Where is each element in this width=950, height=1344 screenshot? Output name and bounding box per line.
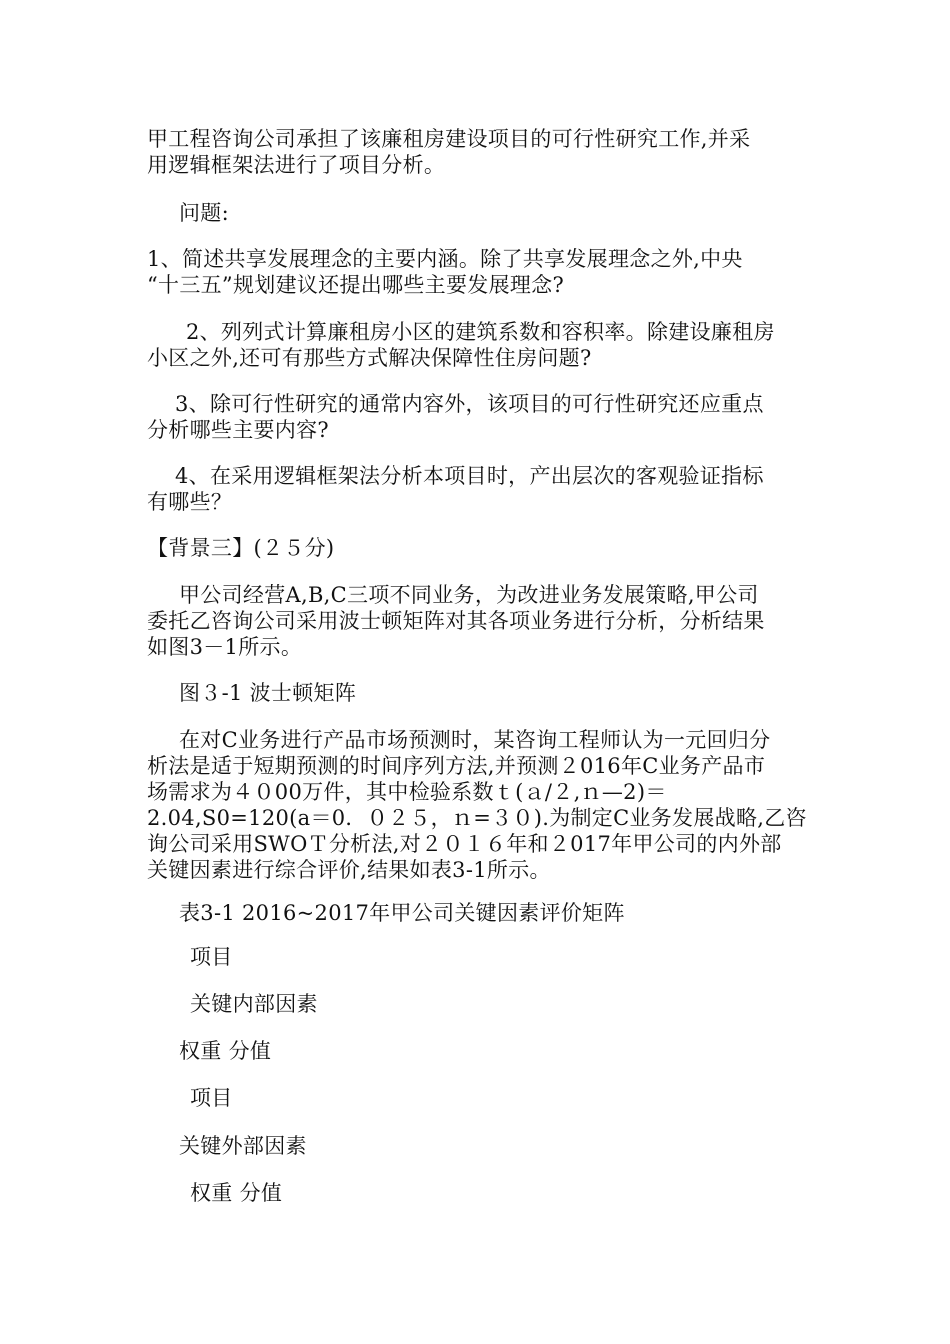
question-4-line-1: 4、在采用逻辑框架法分析本项目时，产出层次的客观验证指标 bbox=[175, 464, 764, 488]
forecast-line-3: 场需求为４０00万件，其中检验系数ｔ(ａ/２,ｎ—2)＝ bbox=[147, 780, 667, 804]
intro-line-2: 用逻辑框架法进行了项目分析。 bbox=[147, 153, 446, 177]
table-header-item-2: 项目 bbox=[190, 1086, 233, 1110]
forecast-line-4: 2.04,S0=120(a＝0．０２５，ｎ=３０).为制定C业务发展战略,乙咨 bbox=[147, 806, 807, 830]
background-3-line-3: 如图3－1所示。 bbox=[147, 635, 303, 659]
question-3-line-1: 3、除可行性研究的通常内容外，该项目的可行性研究还应重点 bbox=[175, 392, 764, 416]
question-1-line-2: “十三五”规划建议还提出哪些主要发展理念? bbox=[147, 273, 565, 297]
figure-caption: 图３-1 波士顿矩阵 bbox=[179, 681, 357, 705]
table-header-weight-score-2: 权重 分值 bbox=[190, 1181, 283, 1205]
question-4-line-2: 有哪些？ bbox=[147, 490, 233, 514]
intro-line-1: 甲工程咨询公司承担了该廉租房建设项目的可行性研究工作,并采 bbox=[147, 127, 751, 151]
table-header-internal-factors: 关键内部因素 bbox=[190, 992, 318, 1016]
question-2-line-2: 小区之外,还可有那些方式解决保障性住房问题? bbox=[147, 346, 592, 370]
forecast-line-5: 询公司采用SWOＴ分析法,对２０１６年和２017年甲公司的内外部 bbox=[147, 832, 782, 856]
table-caption: 表3-1 2016~2017年甲公司关键因素评价矩阵 bbox=[179, 901, 625, 925]
background-3-line-1: 甲公司经营A,B,C三项不同业务，为改进业务发展策略,甲公司 bbox=[179, 583, 759, 607]
forecast-line-6: 关键因素进行综合评价,结果如表3-1所示。 bbox=[147, 858, 551, 882]
table-header-weight-score-1: 权重 分值 bbox=[179, 1039, 272, 1063]
background-3-line-2: 委托乙咨询公司采用波士顿矩阵对其各项业务进行分析，分析结果 bbox=[147, 609, 765, 633]
questions-heading: 问题: bbox=[179, 201, 229, 225]
background-3-heading: 【背景三】(２５分) bbox=[147, 536, 335, 560]
forecast-line-1: 在对C业务进行产品市场预测时，某咨询工程师认为一元回归分 bbox=[179, 728, 771, 752]
question-2-line-1: 2、列列式计算廉租房小区的建筑系数和容积率。除建设廉租房 bbox=[186, 320, 775, 344]
table-header-external-factors: 关键外部因素 bbox=[179, 1134, 307, 1158]
forecast-line-2: 析法是适于短期预测的时间序列方法,并预测２016年C业务产品市 bbox=[147, 754, 766, 778]
question-1-line-1: 1、简述共享发展理念的主要内涵。除了共享发展理念之外,中央 bbox=[147, 247, 743, 271]
table-header-item-1: 项目 bbox=[190, 945, 233, 969]
question-3-line-2: 分析哪些主要内容? bbox=[147, 418, 329, 442]
